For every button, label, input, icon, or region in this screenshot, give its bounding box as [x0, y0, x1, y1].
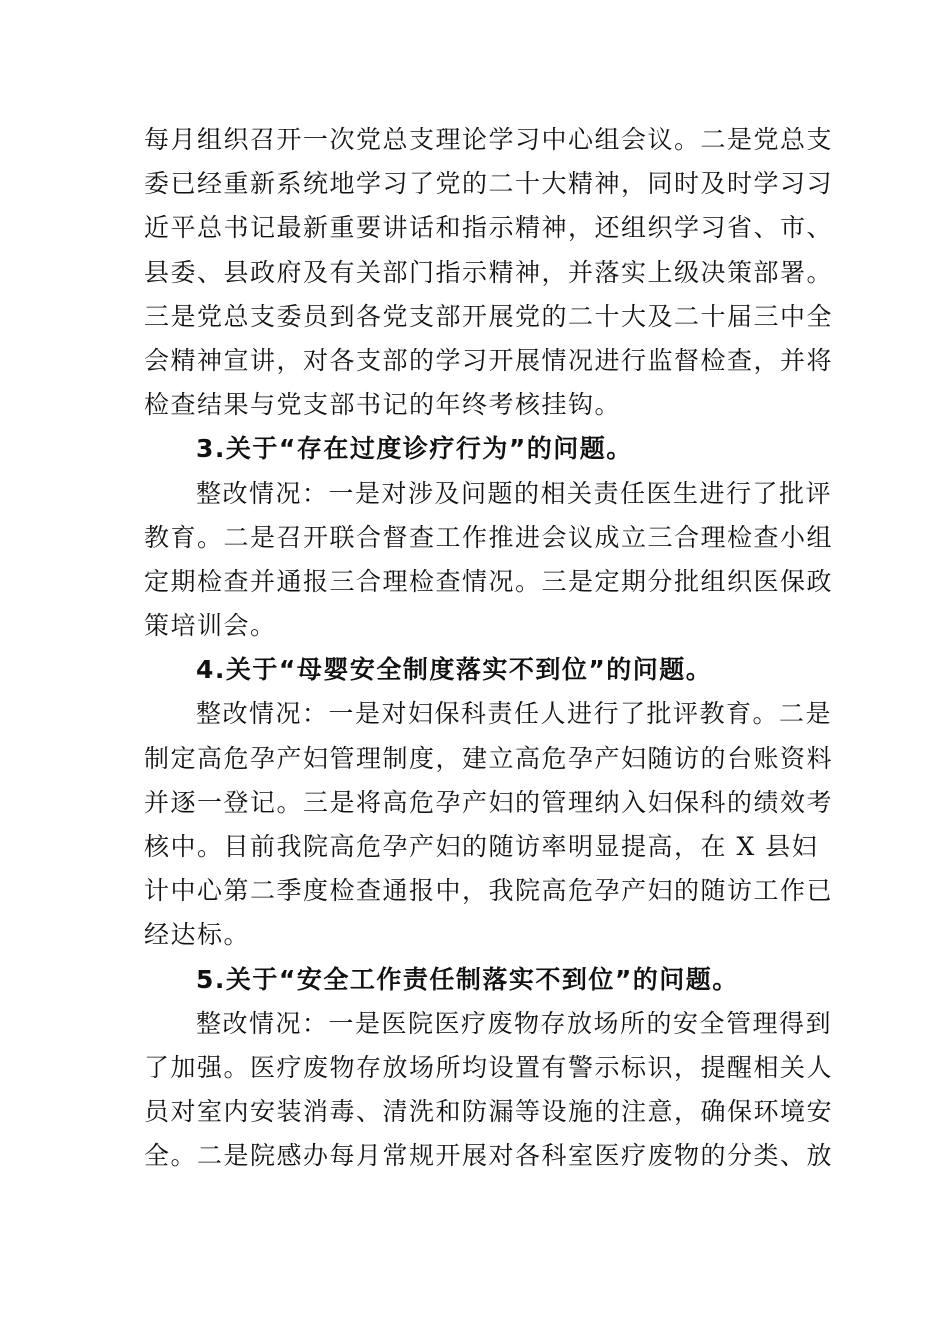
section-heading-3: 3.关于“存在过度诊疗行为”的问题。 [196, 434, 633, 464]
section-heading-4: 4.关于“母婴安全制度落实不到位”的问题。 [196, 655, 713, 685]
paragraph-line: 策培训会。 [144, 611, 277, 641]
paragraph-line: 计中心第二季度检查通报中，我院高危孕产妇的随访工作已 [144, 876, 834, 906]
paragraph-line: 整改情况：一是对涉及问题的相关责任医生进行了批评 [196, 478, 833, 508]
paragraph-line: 制定高危孕产妇管理制度，建立高危孕产妇随访的台账资料 [144, 743, 834, 773]
paragraph-line: 经达标。 [144, 920, 251, 950]
document-body [144, 118, 834, 1179]
paragraph-line: 教育。二是召开联合督查工作推进会议成立三合理检查小组 [144, 522, 834, 552]
paragraph-line: 全。二是院感办每月常规开展对各科室医疗废物的分类、放 [144, 1141, 834, 1171]
paragraph-line: 会精神宣讲，对各支部的学习开展情况进行监督检查，并将 [144, 345, 834, 375]
paragraph-line: 定期检查并通报三合理检查情况。三是定期分批组织医保政 [144, 566, 834, 596]
paragraph-line: 员对室内安装消毒、清洗和防漏等设施的注意，确保环境安 [144, 1097, 834, 1127]
paragraph-line: 了加强。医疗废物存放场所均设置有警示标识，提醒相关人 [144, 1052, 834, 1082]
paragraph-line: 整改情况：一是对妇保科责任人进行了批评教育。二是 [196, 699, 833, 729]
paragraph-line: 整改情况：一是医院医疗废物存放场所的安全管理得到 [196, 1008, 833, 1038]
paragraph-line: 核中。目前我院高危孕产妇的随访率明显提高，在 X 县妇 [144, 832, 819, 861]
paragraph-line: 检查结果与党支部书记的年终考核挂钩。 [144, 390, 622, 420]
paragraph-line: 每月组织召开一次党总支理论学习中心组会议。二是党总支 [144, 125, 834, 154]
paragraph-line: 三是党总支委员到各党支部开展党的二十大及二十届三中全 [144, 301, 834, 331]
section-heading-5: 5.关于“安全工作责任制落实不到位”的问题。 [196, 964, 739, 994]
paragraph-line: 近平总书记最新重要讲话和指示精神，还组织学习省、市、 [144, 213, 834, 243]
paragraph-line: 县委、县政府及有关部门指示精神，并落实上级决策部署。 [144, 257, 834, 287]
paragraph-line: 委已经重新系统地学习了党的二十大精神，同时及时学习习 [144, 169, 834, 199]
paragraph-line: 并逐一登记。三是将高危孕产妇的管理纳入妇保科的绩效考 [144, 787, 834, 817]
